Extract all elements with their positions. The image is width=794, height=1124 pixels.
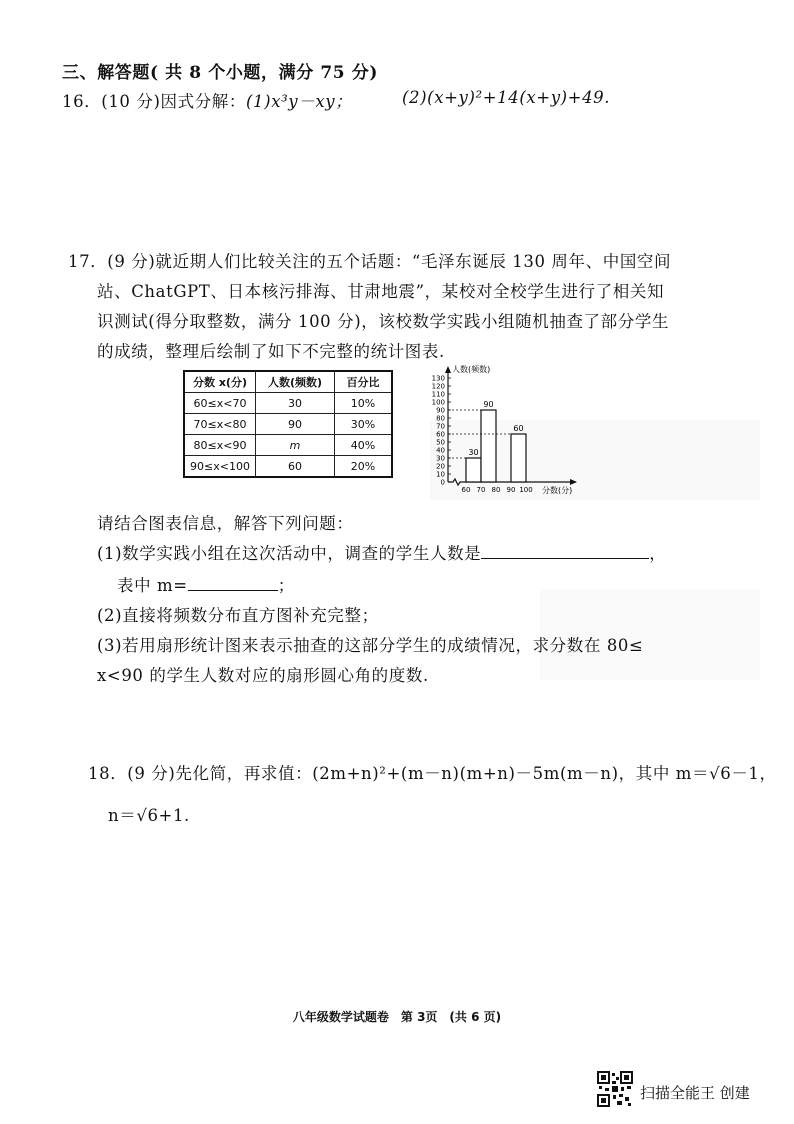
table-header-row [184,371,392,393]
table-cell: 90≤x<100 [184,456,256,478]
table-cell: 80≤x<90 [184,435,256,456]
x-axis-label: 分数(分) [542,486,573,495]
question-16 [62,88,352,112]
y-axis-arrow [445,366,451,373]
sub-question-2: (2)直接将频数分布直方图补充完整； [97,606,379,625]
y-tick-label: 60 [436,430,445,439]
bar-value-label: 60 [513,424,524,433]
table-row [184,456,392,478]
histogram-bar [481,410,496,482]
table-header: 百分比 [335,371,393,393]
sub-question-1b [117,572,295,596]
table-row [184,393,392,414]
x-tick-label: 60 [461,486,471,494]
y-tick-label: 120 [431,382,445,391]
question-18-line [88,760,777,784]
table-cell: 30% [335,414,393,435]
question-text: (10 分)因式分解： [101,92,247,111]
y-tick-label: 10 [436,470,445,479]
table-cell: 10% [335,393,393,414]
bar-value-label: 30 [468,448,479,457]
answer-blank[interactable] [481,544,649,559]
scanner-watermark-text: 扫描全能王 创建 [640,1084,750,1102]
histogram-bar [511,434,526,482]
y-tick-label: 80 [436,414,445,423]
y-tick-label: 70 [436,422,445,431]
question-number: 16． [62,92,102,111]
y-tick-label: 50 [436,438,445,447]
histogram-bar [466,458,481,482]
table-cell: m [256,435,335,456]
x-tick-label: 90 [506,486,516,494]
table-cell: 40% [335,435,393,456]
question-text: n＝√6+1. [108,806,190,825]
answer-blank[interactable] [188,576,278,591]
y-tick-label: 90 [436,406,445,415]
section-title: 三、解答题( 共 8 个小题，满分 75 分) [62,63,378,83]
sub-question-1 [97,540,666,564]
table-cell: 20% [335,456,393,478]
sub-question-3-cont: x<90 的学生人数对应的扇形圆心角的度数. [97,666,429,685]
question-part: (2)(x+y)²+14(x+y)+49. [402,88,611,107]
y-tick-label: 30 [436,454,445,463]
y-axis-label: 人数(频数) [452,365,491,374]
table-cell: 30 [256,393,335,414]
table-header: 人数(频数) [256,371,335,393]
y-tick-label: 130 [431,374,445,383]
x-tick-label: 70 [476,486,486,494]
y-tick-label: 100 [431,398,445,407]
table-header: 分数 x(分) [184,371,256,393]
sub-question-3: (3)若用扇形统计图来表示抽查的这部分学生的成绩情况，求分数在 80≤ [97,636,644,655]
page-footer: 八年级数学试题卷 第 3页 (共 6 页) [292,1010,502,1024]
table-cell: 60≤x<70 [184,393,256,414]
x-axis-arrow [570,479,577,485]
question-number: 18． [88,764,128,783]
bar-value-label: 90 [483,400,494,409]
y-tick-label: 0 [440,478,445,487]
question-text: 识测试(得分取整数，满分 100 分)，该校数学实践小组随机抽查了部分学生 [97,312,670,331]
y-tick-label: 40 [436,446,445,455]
question-text: (9 分)先化简，再求值：(2m+n)²+(m－n)(m+n)－5m(m－n)，其中 m＝√6－1， [127,764,777,783]
table-row [184,414,392,435]
table-row [184,435,392,456]
punctuation: ； [277,576,295,595]
frequency-table [183,370,393,478]
question-number: 17． [68,252,108,271]
question-text: 表中 m= [117,576,188,595]
question-text: 请结合图表信息，解答下列问题： [97,514,354,533]
table-cell: 60 [256,456,335,478]
question-text: (1)数学实践小组在这次活动中，调查的学生人数是 [97,544,482,563]
y-tick-label: 20 [436,462,445,471]
x-tick-label: 80 [491,486,501,494]
y-tick-label: 110 [431,390,445,399]
question-17-line [68,248,671,272]
question-text: 站、ChatGPT、日本核污排海、甘肃地震”，某校对全校学生进行了相关知 [97,282,665,301]
question-part: (1)x³y－xy； [246,92,353,111]
punctuation: ， [649,544,667,563]
table-cell: 70≤x<80 [184,414,256,435]
table-cell: 90 [256,414,335,435]
question-text: (9 分)就近期人们比较关注的五个话题：“毛泽东诞辰 130 周年、中国空间 [107,252,672,271]
question-text: 的成绩，整理后绘制了如下不完整的统计图表. [97,342,445,361]
frequency-histogram [418,364,598,499]
x-tick-label: 100 [519,486,533,494]
qr-code-icon [597,1071,633,1107]
